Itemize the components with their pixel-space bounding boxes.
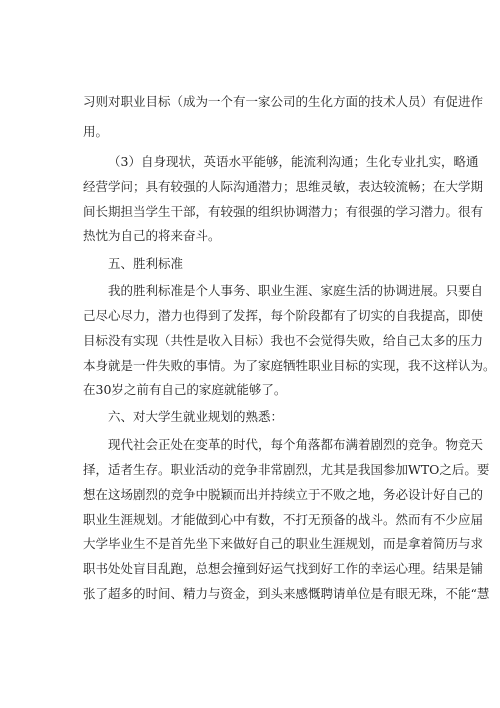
section-heading: 五、胜利标准 bbox=[108, 256, 184, 271]
text-line: 职书处处盲目乱跑，总想会撞到好运气找到好工作的幸运心理。结果是铺 bbox=[83, 561, 484, 576]
text-line: 目标没有实现（共性是收入目标）我也不会觉得失败，给自己太多的压力 bbox=[83, 333, 484, 348]
text-line: 己尽心尽力，潜力也得到了发挥，每个阶段都有了切实的自我提高，即使 bbox=[83, 308, 484, 323]
text-line: 想在这场剧烈的竞争中脱颖而出并持续立于不败之地，务必设计好自己的 bbox=[83, 487, 484, 502]
text-line: 本身就是一件失败的事情。为了家庭牺牲职业目标的实现，我不这样认为。 bbox=[83, 358, 496, 373]
text-line: 职业生涯规划。才能做到心中有数，不打无预备的战斗。然而有不少应届 bbox=[83, 512, 484, 527]
text-line: 张了超多的时间、精力与资金，到头来感慨聘请单位是有眼无珠，不能“慧 bbox=[83, 586, 490, 601]
section-heading: 六、对大学生就业规划的熟悉： bbox=[108, 409, 284, 424]
text-line: 经营学问；具有较强的人际沟通潜力；思维灵敏，表达较流畅；在大学期 bbox=[83, 179, 484, 194]
text-line: 用。 bbox=[83, 124, 109, 139]
text-line: 现代社会正处在变革的时代，每个角落都布满着剧烈的竞争。物竞天 bbox=[108, 437, 484, 452]
text-line: 间长期担当学生干部，有较强的组织协调潜力；有很强的学习潜力。很有 bbox=[83, 204, 484, 219]
text-line: 大学毕业生不是首先坐下来做好自己的职业生涯规划，而是拿着简历与求 bbox=[83, 536, 484, 551]
text-line: 我的胜利标准是个人事务、职业生涯、家庭生活的协调进展。只要自 bbox=[108, 283, 484, 298]
text-line: 择，适者生存。职业活动的竞争非常剧烈，尤其是我国参加WTO之后。要 bbox=[83, 462, 490, 477]
text-line: （3）自身现状，英语水平能够，能流利沟通；生化专业扎实，略通 bbox=[108, 154, 479, 169]
text-line: 习则对职业目标（成为一个有一家公司的生化方面的技术人员）有促进作 bbox=[83, 94, 484, 109]
text-line: 热忱为自己的将来奋斗。 bbox=[83, 228, 221, 243]
text-line: 在30岁之前有自己的家庭就能够了。 bbox=[83, 382, 287, 397]
